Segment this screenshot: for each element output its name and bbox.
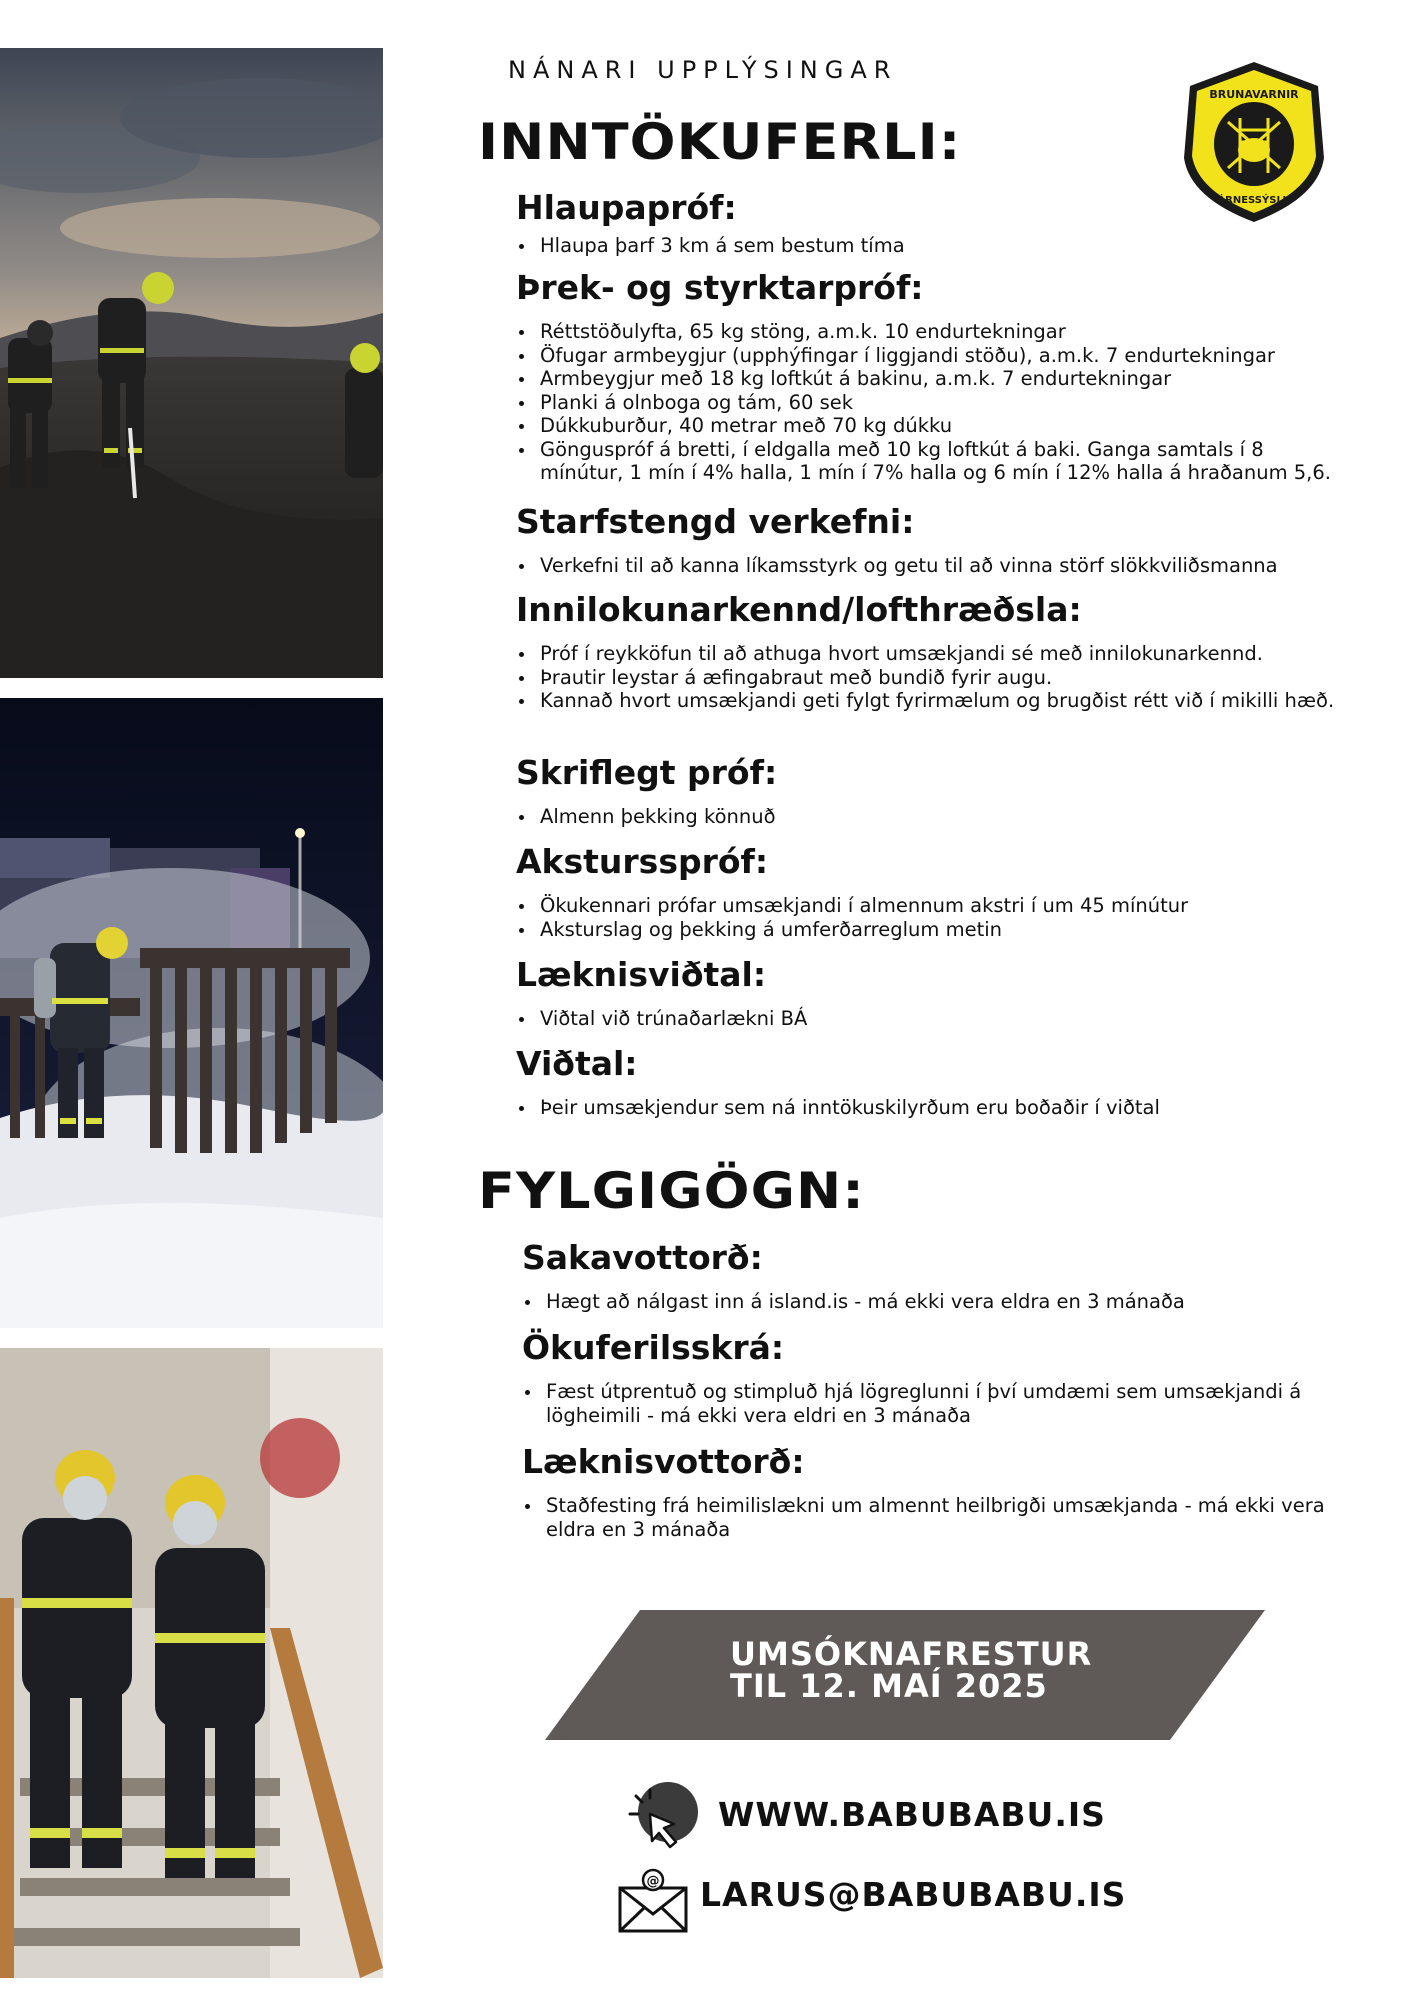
deadline-text <box>730 1635 1093 1705</box>
mail-icon <box>617 1868 689 1934</box>
photo-firefighters-lava-field <box>0 48 383 678</box>
logo-bottom-text: ÁRNESSÝSLU <box>1217 195 1291 206</box>
section-interview <box>516 1044 1346 1120</box>
list-item: • Þeir umsækjendur sem ná inntökuskilyrðum eru boðaðir í viðtal <box>536 1096 1346 1120</box>
section-title: Hlaupapróf: <box>516 188 737 227</box>
list-item: • Aksturslag og þekking á umferðarreglum metin <box>536 918 1346 942</box>
list-item: • Verkefni til að kanna líkamsstyrk og getu til að vinna störf slökkviliðsmanna <box>536 554 1346 578</box>
section-claustrophobia <box>516 590 1346 713</box>
website-link[interactable]: WWW.BABUBABU.IS <box>718 1795 1106 1834</box>
photo-firefighter-night-snow <box>0 698 383 1328</box>
page-title: INNTÖKUFERLI: <box>478 113 962 171</box>
section-medical-interview <box>516 955 1346 1031</box>
section-title: Akstursspróf: <box>516 842 769 881</box>
list-item: • Próf í reykköfun til að athuga hvort umsækjandi sé með innilokunarkennd. <box>536 642 1346 666</box>
section-title: Læknisvottorð: <box>522 1442 805 1481</box>
section-title: Ökuferilsskrá: <box>522 1328 785 1367</box>
section-title: Þrek- og styrktarpróf: <box>516 268 924 307</box>
list-item: • Planki á olnboga og tám, 60 sek <box>536 391 1346 415</box>
section-driving-test <box>516 842 1346 941</box>
list-item: • Þrautir leystar á æfingabraut með bundið fyrir augu. <box>536 666 1346 690</box>
deadline-banner <box>545 1610 1265 1740</box>
photo-firefighters-stairs <box>0 1348 383 1978</box>
svg-text:@: @ <box>646 1874 660 1889</box>
section-title: Skriflegt próf: <box>516 753 778 792</box>
list-item: • Hægt að nálgast inn á island.is - má ekki vera eldra en 3 mánaða <box>542 1290 1352 1314</box>
section-title: Viðtal: <box>516 1044 638 1083</box>
list-item: • Staðfesting frá heimilislækni um almennt heilbrigði umsækjanda - má ekki vera eldra en 3 mánaða <box>542 1494 1352 1541</box>
section-title: Starfstengd verkefni: <box>516 502 915 541</box>
section-written-test <box>516 753 1346 829</box>
section-criminal-record <box>522 1238 1352 1314</box>
list-item: • Fæst útprentuð og stimpluð hjá lögreglunni í því umdæmi sem umsækjandi á lögheimili - má ekki vera eldri en 3 mánaða <box>542 1380 1352 1427</box>
click-cursor-icon <box>620 1780 700 1860</box>
list-item: • Gönguspróf á bretti, í eldgalla með 10 kg loftkút á baki. Ganga samtals í 8 mínútur, 1 mín í 4% halla, 1 mín í 7% halla og 6 mín í 12% halla á hraðanum 5,6. <box>536 438 1346 485</box>
list-item: • Viðtal við trúnaðarlækni BÁ <box>536 1007 1346 1031</box>
deadline-line2: TIL 12. MAÍ 2025 <box>730 1667 1048 1705</box>
attachments-title: FYLGIGÖGN: <box>478 1162 865 1220</box>
section-strength-test <box>516 268 1346 485</box>
section-medical-certificate <box>522 1442 1352 1541</box>
list-item: • Ökukennari prófar umsækjandi í almennum akstri í um 45 mínútur <box>536 894 1346 918</box>
list-item: • Öfugar armbeygjur (upphýfingar í liggjandi stöðu), a.m.k. 7 endurtekningar <box>536 344 1346 368</box>
logo-top-text: BRUNAVARNIR <box>1209 88 1299 101</box>
list-item: • Réttstöðulyfta, 65 kg stöng, a.m.k. 10 endurtekningar <box>536 320 1346 344</box>
list-item: • Almenn þekking könnuð <box>536 805 1346 829</box>
section-running-test <box>516 188 1346 258</box>
list-item: • Kannað hvort umsækjandi geti fylgt fyrirmælum og brugðist rétt við í mikilli hæð. <box>536 689 1346 713</box>
section-title: Innilokunarkennd/lofthræðsla: <box>516 590 1082 629</box>
kicker-text: NÁNARI UPPLÝSINGAR <box>508 56 898 84</box>
deadline-line1: UMSÓKNAFRESTUR <box>730 1635 1093 1673</box>
section-driving-record <box>522 1328 1352 1427</box>
section-title: Læknisviðtal: <box>516 955 767 994</box>
list-item: • Dúkkuburður, 40 metrar með 70 kg dúkku <box>536 414 1346 438</box>
list-item: • Hlaupa þarf 3 km á sem bestum tíma <box>536 234 1346 258</box>
section-title: Sakavottorð: <box>522 1238 763 1277</box>
email-link[interactable]: LARUS@BABUBABU.IS <box>700 1875 1127 1914</box>
list-item: • Armbeygjur með 18 kg loftkút á bakinu, a.m.k. 7 endurtekningar <box>536 367 1346 391</box>
section-job-tasks <box>516 502 1346 578</box>
